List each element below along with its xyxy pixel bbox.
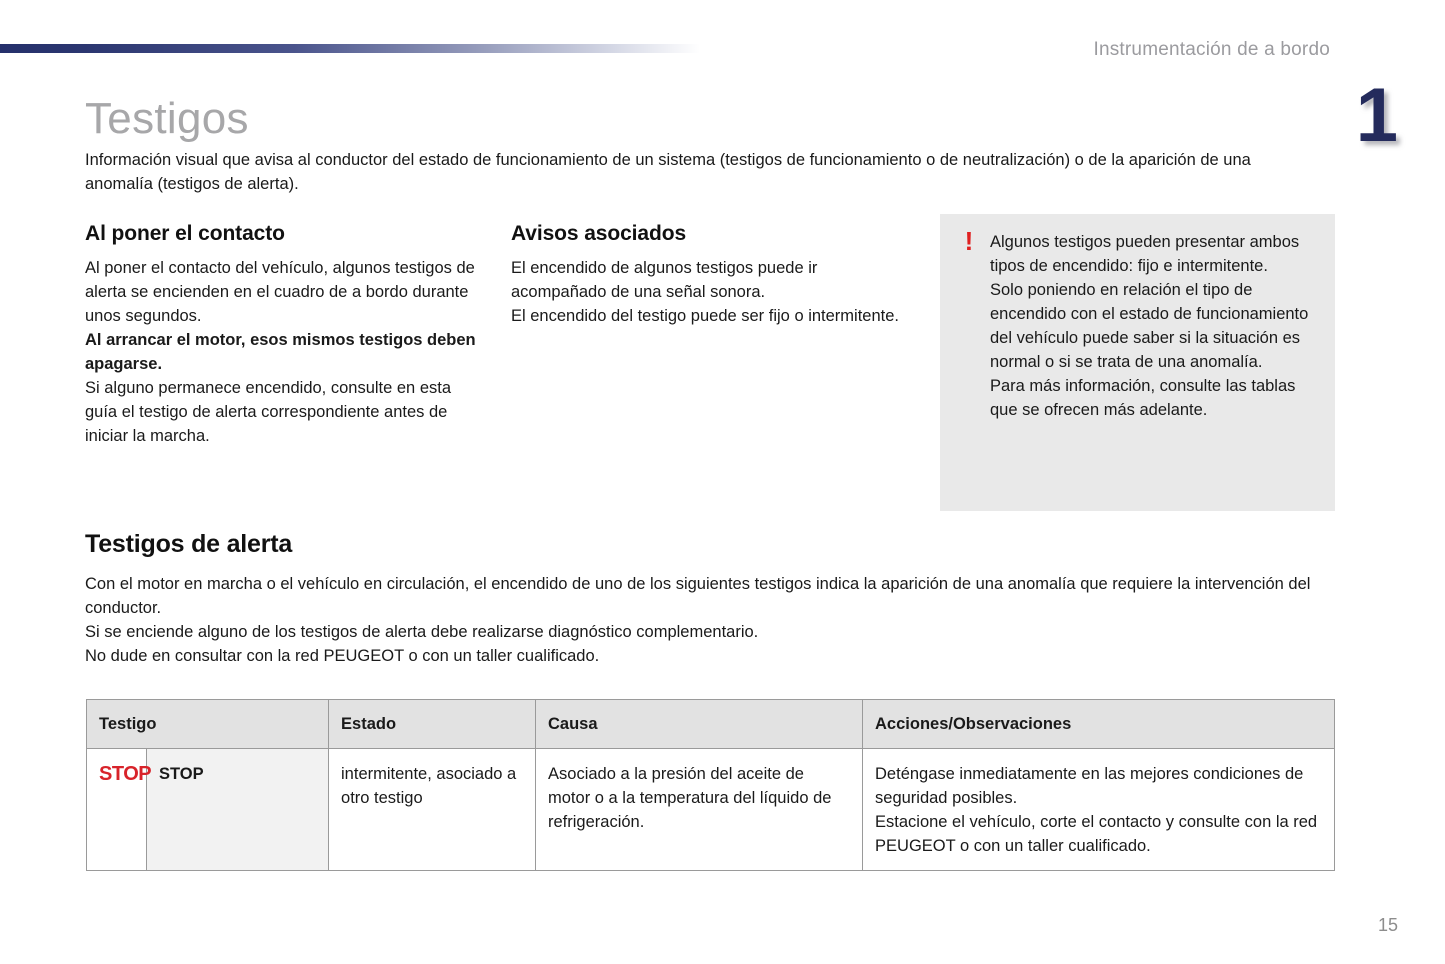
- alert-indicators-table: [86, 699, 1335, 871]
- table-cell-indicator-name: STOP: [147, 749, 329, 871]
- header-gradient-rule: [0, 44, 700, 53]
- table-header-acciones: Acciones/Observaciones: [863, 700, 1335, 749]
- header-section-title: Instrumentación de a bordo: [1093, 39, 1330, 60]
- stop-warning-icon: [87, 749, 152, 871]
- contacto-paragraph-2-bold: Al arrancar el motor, esos mismos testigos deben apagarse.: [85, 331, 476, 373]
- warning-note-box: [940, 214, 1335, 511]
- avisos-paragraph-1: El encendido de algunos testigos puede ir acompañado de una señal sonora.: [511, 259, 818, 301]
- table-header-row: [87, 700, 1335, 749]
- note-box-text: [990, 230, 1310, 422]
- note-paragraph-2: Solo poniendo en relación el tipo de encendido con el estado de funcionamiento del vehículo puede saber si la situación es normal o si se trata de una anomalía.: [990, 281, 1309, 371]
- contacto-paragraph-1: Al poner el contacto del vehículo, algunos testigos de alerta se encienden en el cuadro de a bordo durante unos segundos.: [85, 259, 475, 325]
- alerta-paragraph-2: Si se enciende alguno de los testigos de alerta debe realizarse diagnóstico complementario.: [85, 623, 759, 641]
- note-paragraph-3: Para más información, consulte las tablas que se ofrecen más adelante.: [990, 377, 1296, 419]
- alerta-body: [85, 572, 1335, 668]
- section-testigos-de-alerta: [85, 530, 1335, 668]
- page-title: Testigos: [85, 94, 249, 143]
- table-header-causa: Causa: [536, 700, 863, 749]
- stop-icon-label: STOP: [99, 763, 152, 785]
- section-avisos-asociados: [511, 222, 901, 328]
- avisos-body: [511, 256, 901, 328]
- acciones-line-1: Deténgase inmediatamente en las mejores condiciones de seguridad posibles.: [875, 765, 1304, 807]
- contacto-paragraph-3: Si alguno permanece encendido, consulte en esta guía el testigo de alerta correspondiente antes de iniciar la marcha.: [85, 379, 452, 445]
- page-intro-paragraph: Información visual que avisa al conductor del estado de funcionamiento de un sistema (testigos de funcionamiento o de neutralización) o de la aparición de una anomalía (testigos de alerta).: [85, 151, 1251, 193]
- section-heading-contacto: Al poner el contacto: [85, 222, 285, 245]
- table-header-testigo: Testigo: [87, 700, 329, 749]
- table-header-estado: Estado: [329, 700, 536, 749]
- alerta-paragraph-3: No dude en consultar con la red PEUGEOT o con un taller cualificado.: [85, 647, 600, 665]
- table-cell-acciones: [863, 749, 1335, 871]
- section-heading-avisos: Avisos asociados: [511, 222, 687, 245]
- acciones-line-2: Estacione el vehículo, corte el contacto y consulte con la red PEUGEOT o con un taller cualificado.: [875, 813, 1318, 855]
- note-paragraph-1: Algunos testigos pueden presentar ambos tipos de encendido: fijo e intermitente.: [990, 233, 1300, 275]
- section-heading-testigos-de-alerta: Testigos de alerta: [85, 530, 293, 558]
- table-row: [87, 749, 1335, 871]
- contacto-body: [85, 256, 485, 448]
- page-number: 15: [1377, 915, 1398, 935]
- table-cell-estado: intermitente, asociado a otro testigo: [329, 749, 536, 871]
- alerta-paragraph-1: Con el motor en marcha o el vehículo en circulación, el encendido de uno de los siguientes testigos indica la aparición de una anomalía que requiere la intervención del conductor.: [85, 575, 1311, 617]
- chapter-number-badge: 1: [1355, 73, 1398, 158]
- section-al-poner-el-contacto: [85, 222, 485, 448]
- avisos-paragraph-2: El encendido del testigo puede ser fijo o intermitente.: [511, 307, 899, 325]
- table-cell-causa: Asociado a la presión del aceite de motor o a la temperatura del líquido de refrigeración.: [536, 749, 863, 871]
- exclamation-icon: !: [964, 226, 974, 256]
